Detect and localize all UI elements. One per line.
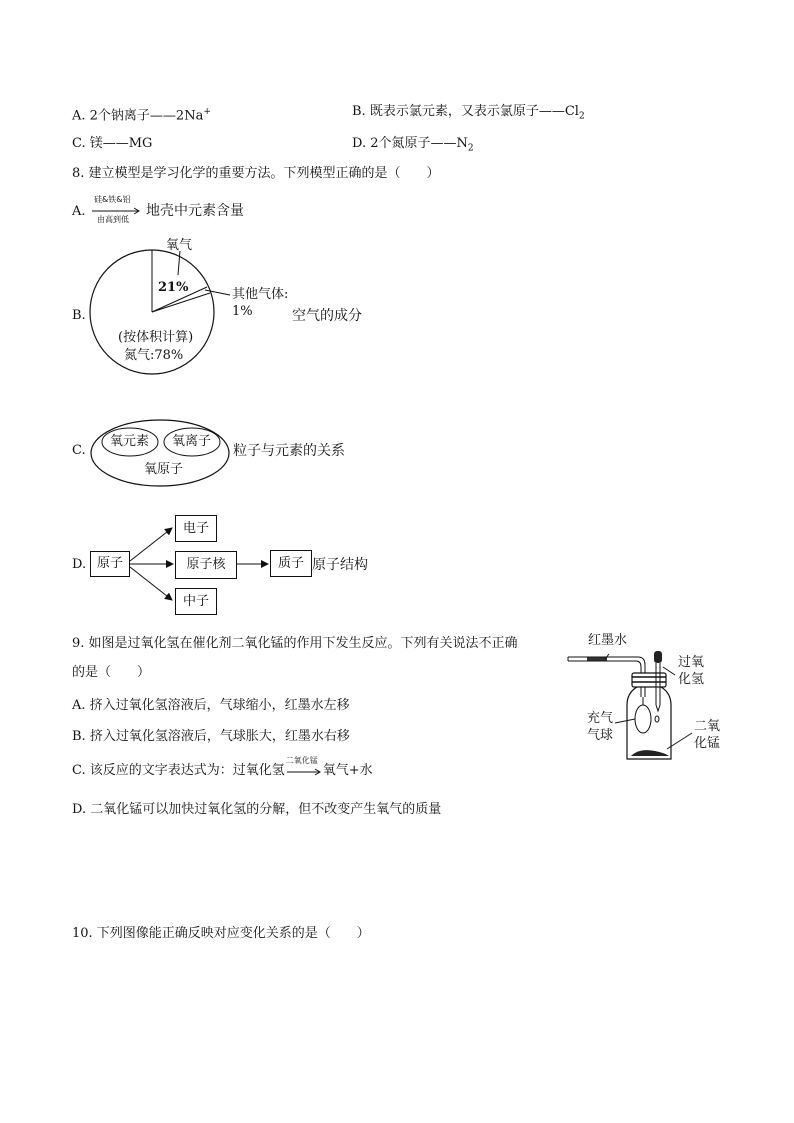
q8-a-arrow [92,208,142,214]
q9-option-a: A. 挤入过氧化氢溶液后，气球缩小，红墨水左移 [72,698,350,713]
catalyst-label: 二氧化锰 [285,755,318,765]
q7-option-c: C. 镁——MG [72,136,153,151]
q9-option-c: C. 该反应的文字表达式为：过氧化氢 二氧化锰 氧气+水 [72,755,373,778]
box-atom: 原子 [90,551,130,577]
label-h2o2-2: 化氢 [678,672,705,687]
q8-b-label: B. [72,308,86,323]
ellipse-oxygen-element: 氧元素 [110,434,150,449]
label-mno2-2: 化锰 [694,736,721,751]
pie-other-pct: 1% [232,304,253,319]
box-proton: 质子 [270,550,312,577]
q9-option-d: D. 二氧化锰可以加快过氧化氢的分解，但不改变产生氧气的质量 [72,802,442,817]
q9-option-b: B. 挤入过氧化氢溶液后，气球胀大，红墨水右移 [72,729,350,744]
q8-d-caption: 原子结构 [312,557,368,573]
label-balloon-2: 气球 [587,728,614,743]
q8-c-caption: 粒子与元素的关系 [233,443,345,459]
reaction-arrow-icon [287,769,323,775]
q7-option-a: A. 2个钠离子——2Na+ [72,107,211,124]
q8-a-label: A. [72,204,86,219]
ellipse-oxygen-atom: 氧原子 [144,462,184,477]
box-electron: 电子 [175,515,217,542]
label-h2o2-1: 过氧 [678,655,705,670]
q8-a-arrow-top: 硅&铁&铝 [94,195,131,204]
q9-stem-line2: 的是（ ） [72,665,151,680]
q8-d-label: D. [72,557,87,572]
q10-stem: 10. 下列图像能正确反映对应变化关系的是（ ） [72,926,370,941]
box-neutron: 中子 [175,588,217,615]
q8-stem: 8. 建立模型是学习化学的重要方法。下列模型正确的是（ ） [72,166,440,181]
pie-oxygen-pct: 21% [158,280,189,295]
q8-a-caption: 地壳中元素含量 [146,203,244,219]
pie-oxygen-label: 氧气 [166,238,193,253]
pie-basis: (按体积计算) [118,330,194,345]
pie-nitrogen-label: 氮气:78% [124,348,184,363]
q8-b-caption: 空气的成分 [292,308,362,324]
q7-option-b: B. 既表示氯元素，又表示氯原子$——Cl_2$ [352,104,585,122]
q8-c-label: C. [72,443,86,458]
label-red-ink: 红墨水 [588,633,628,648]
pie-other-label: 其他气体: [232,287,289,302]
label-balloon-1: 充气 [587,711,614,726]
label-mno2-1: 二氧 [694,719,721,734]
box-nucleus: 原子核 [175,551,237,579]
q9-stem-line1: 9. 如图是过氧化氢在催化剂二氧化锰的作用下发生反应。下列有关说法不正确 [72,636,518,651]
q7-option-d: D. 2个氮原子$——N_2$ [352,136,474,154]
atom-structure-arrows [128,525,273,605]
ellipse-oxygen-ion: 氧离子 [172,434,212,449]
q8-a-arrow-bottom: 由高到低 [97,215,129,224]
